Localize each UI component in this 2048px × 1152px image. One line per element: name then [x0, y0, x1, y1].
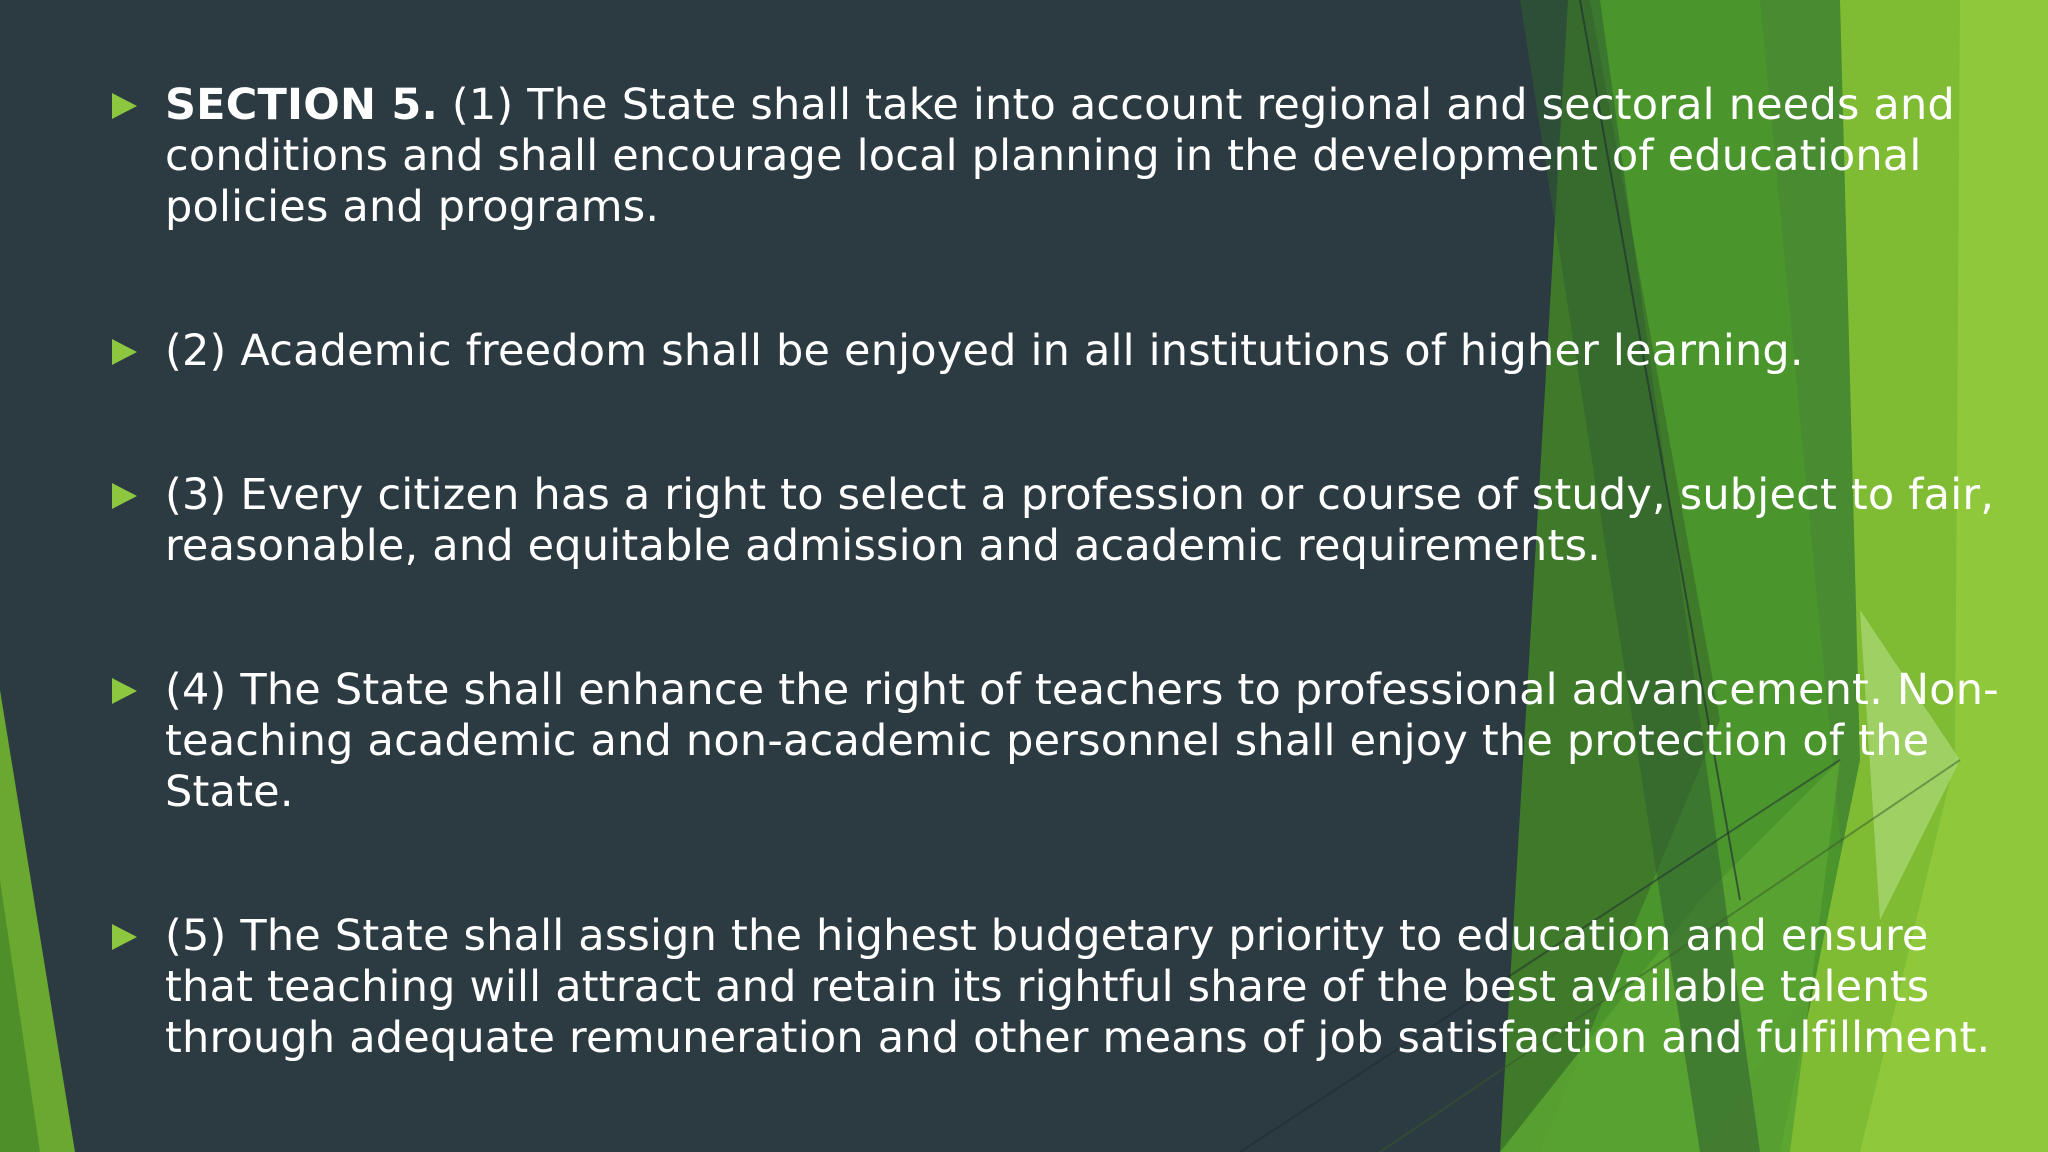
right-triangle-icon: [112, 93, 137, 119]
item-text: (4) The State shall enhance the right of teachers to professional advancement. Non-teaching academic and non-academic personnel shall enjoy the protection of the State.: [165, 665, 1999, 817]
item-text: (5) The State shall assign the highest budgetary priority to education and ensure that teaching will attract and retain its rightful share of the best available talents through adequate remuneration and other means of job satisfaction and fulfillment.: [165, 911, 1991, 1063]
list-item-section-5-3: [108, 470, 2008, 572]
right-triangle-icon: [112, 924, 137, 950]
section-heading: SECTION 5.: [165, 80, 438, 130]
right-triangle-icon: [112, 339, 137, 365]
right-triangle-icon: [112, 678, 137, 704]
list-item-section-5-4: [108, 665, 2008, 818]
list-item-section-5-5: [108, 911, 2008, 1064]
item-text: (3) Every citizen has a right to select a profession or course of study, subject to fair, reasonable, and equitable admission and academic requirements.: [165, 470, 1995, 571]
item-text: (1) The State shall take into account regional and sectoral needs and conditions and shall encourage local planning in the development of educational policies and programs.: [165, 80, 1955, 232]
list-item-section-5-2: [108, 326, 2008, 377]
right-triangle-icon: [112, 483, 137, 509]
item-text: (2) Academic freedom shall be enjoyed in all institutions of higher learning.: [165, 326, 1804, 376]
list-item-section-5-1: [108, 80, 2008, 233]
bullet-list: [108, 80, 2008, 1064]
